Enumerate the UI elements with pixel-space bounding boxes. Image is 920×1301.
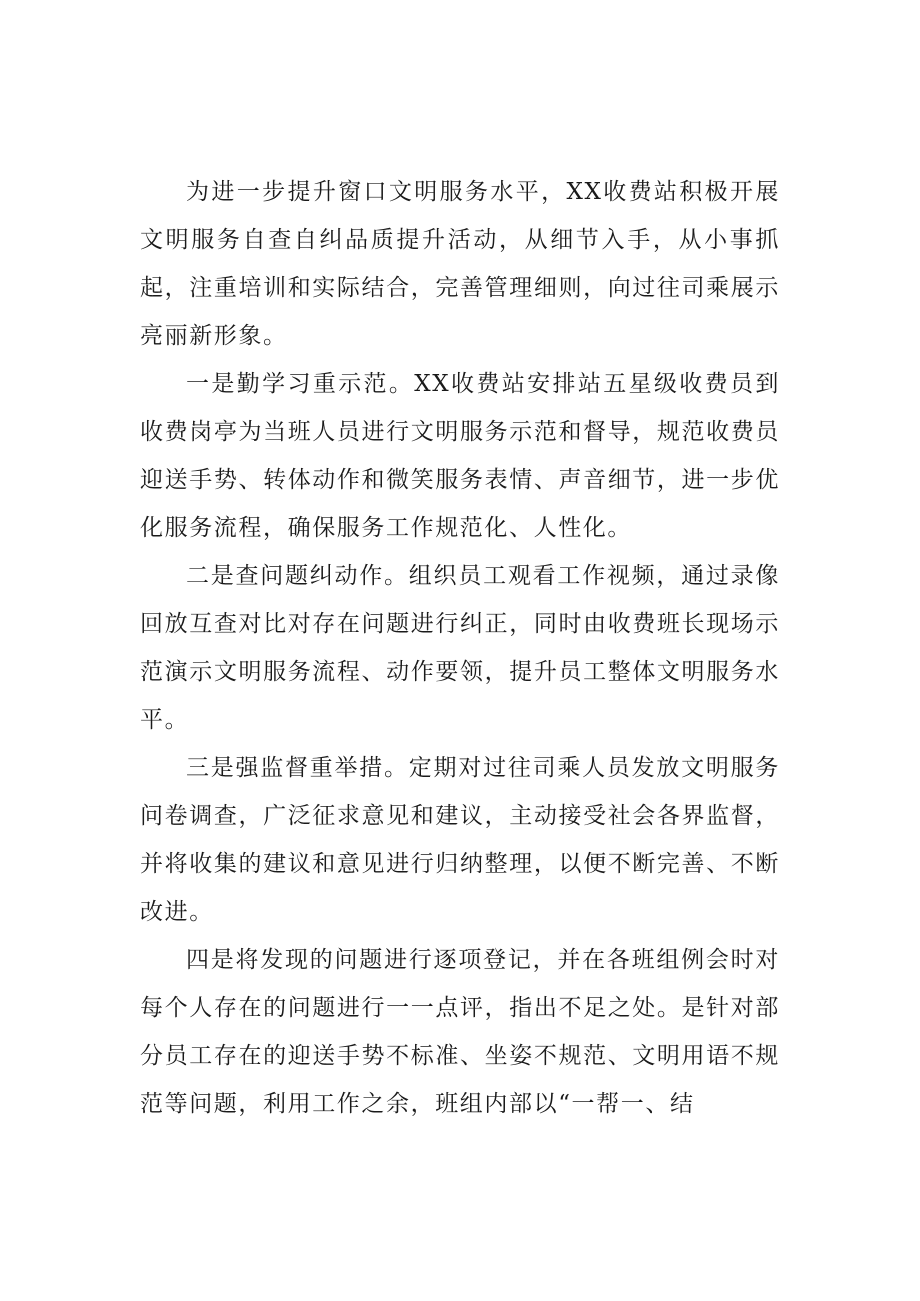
paragraph-point-three: 三是强监督重举措。定期对过往司乘人员发放文明服务问卷调查，广泛征求意见和建议，主动接受社会各界监督，并将收集的建议和意见进行归纳整理，以便不断完善、不断改进。 bbox=[140, 755, 780, 925]
paragraph-point-one: 一是勤学习重示范。XX收费站安排站五星级收费员到收费岗亭为当班人员进行文明服务示范和督导，规范收费员迎送手势、转体动作和微笑服务表情、声音细节，进一步优化服务流程，确保服务工作规范化、人性化。 bbox=[140, 371, 780, 541]
paragraph-point-two: 二是查问题纠动作。组织员工观看工作视频，通过录像回放互查对比对存在问题进行纠正，同时由收费班长现场示范演示文明服务流程、动作要领，提升员工整体文明服务水平。 bbox=[140, 563, 780, 733]
paragraph-intro: 为进一步提升窗口文明服务水平，XX收费站积极开展文明服务自查自纠品质提升活动，从细节入手，从小事抓起，注重培训和实际结合，完善管理细则，向过往司乘展示亮丽新形象。 bbox=[140, 179, 780, 349]
document-body bbox=[140, 168, 780, 1128]
paragraph-point-four: 四是将发现的问题进行逐项登记，并在各班组例会时对每个人存在的问题进行一一点评，指出不足之处。是针对部分员工存在的迎送手势不标准、坐姿不规范、文明用语不规范等问题，利用工作之余，班组内部以“一帮一、结 bbox=[140, 947, 780, 1117]
